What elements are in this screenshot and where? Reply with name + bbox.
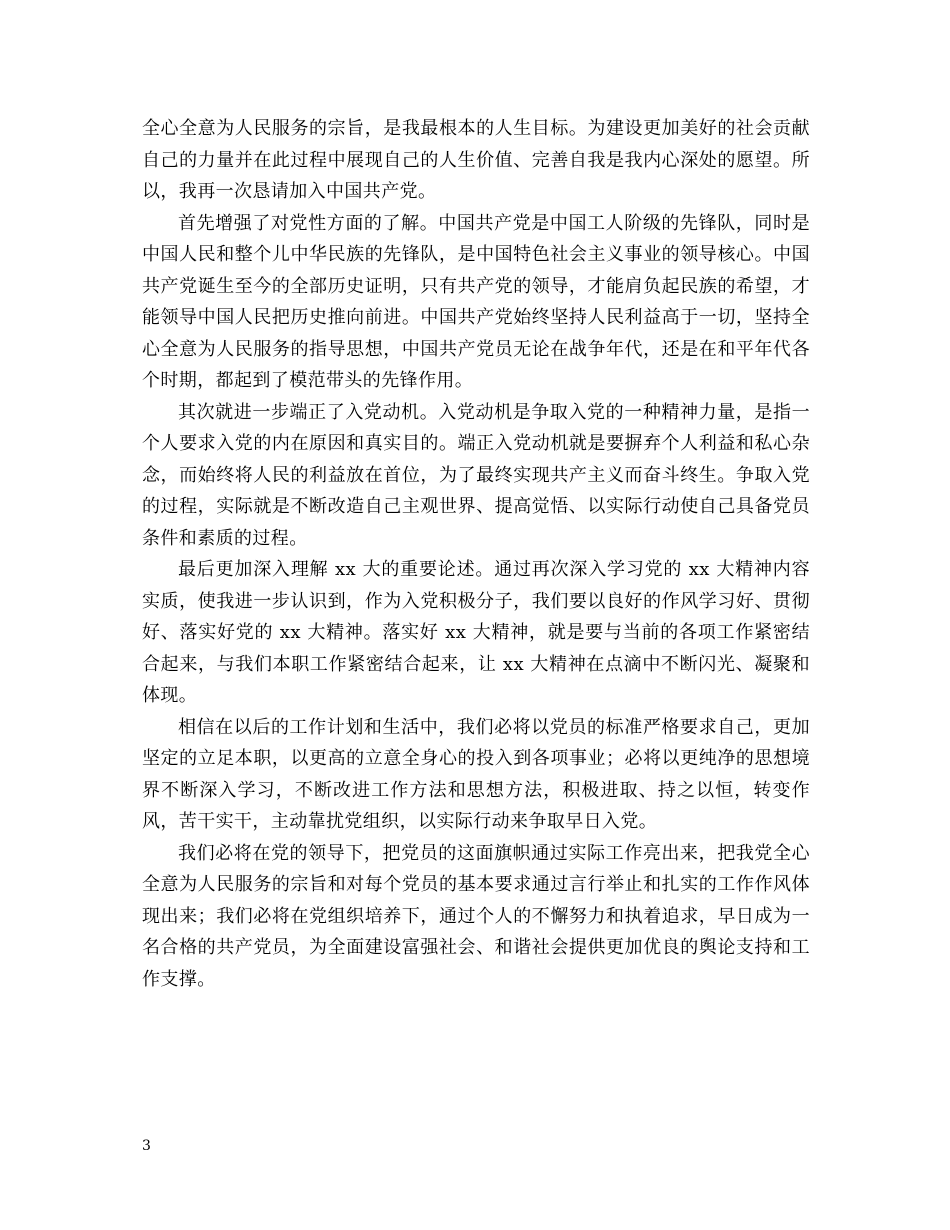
paragraph-2: 首先增强了对党性方面的了解。中国共产党是中国工人阶级的先锋队，同时是中国人民和整个儿中华民族的先锋队，是中国特色社会主义事业的领导核心。中国共产党诞生至今的全部历史证明，只有共产党的领导，才能肩负起民族的希望，才能领导中国人民把历史推向前进。中国共产党始终坚持人民利益高于一切，坚持全心全意为人民服务的指导思想，中国共产党员无论在战争年代，还是在和平年代各个时期，都起到了模范带头的先锋作用。 [142,212,810,391]
paragraph-5: 相信在以后的工作计划和生活中，我们必将以党员的标准严格要求自己，更加坚定的立足本职，以更高的立意全身心的投入到各项事业；必将以更纯净的思想境界不断深入学习，不断改进工作方法和思想方法，积极进取、持之以恒，转变作风，苦干实干，主动靠扰党组织，以实际行动来争取早日入党。 [142,716,810,832]
paragraph-3: 其次就进一步端正了入党动机。入党动机是争取入党的一种精神力量，是指一个人要求入党的内在原因和真实目的。端正入党动机就是要摒弃个人利益和私心杂念，而始终将人民的利益放在首位，为了最终实现共产主义而奋斗终生。争取入党的过程，实际就是不断改造自己主观世界、提高觉悟、以实际行动使自己具备党员条件和素质的过程。 [142,401,810,549]
paragraph-1: 全心全意为人民服务的宗旨，是我最根本的人生目标。为建设更加美好的社会贡献自己的力量并在此过程中展现自己的人生价值、完善自我是我内心深处的愿望。所以，我再一次恳请加入中国共产党。 [142,118,810,202]
paragraph-6: 我们必将在党的领导下，把党员的这面旗帜通过实际工作亮出来，把我党全心全意为人民服务的宗旨和对每个党员的基本要求通过言行举止和扎实的工作作风体现出来；我们必将在党组织培养下，通过个人的不懈努力和执着追求，早日成为一名合格的共产党员，为全面建设富强社会、和谐社会提供更加优良的舆论支持和工作支撑。 [142,842,810,990]
paragraph-4: 最后更加深入理解 xx 大的重要论述。通过再次深入学习党的 xx 大精神内容实质，使我进一步认识到，作为入党积极分子，我们要以良好的作风学习好、贯彻好、落实好党的 xx 大精神。落实好 xx 大精神，就是要与当前的各项工作紧密结合起来，与我们本职工作紧密结合起来，让 xx 大精神在点滴中不断闪光、凝聚和体现。 [142,559,810,706]
document-body [142,113,810,995]
page-number: 3 [142,1138,151,1154]
